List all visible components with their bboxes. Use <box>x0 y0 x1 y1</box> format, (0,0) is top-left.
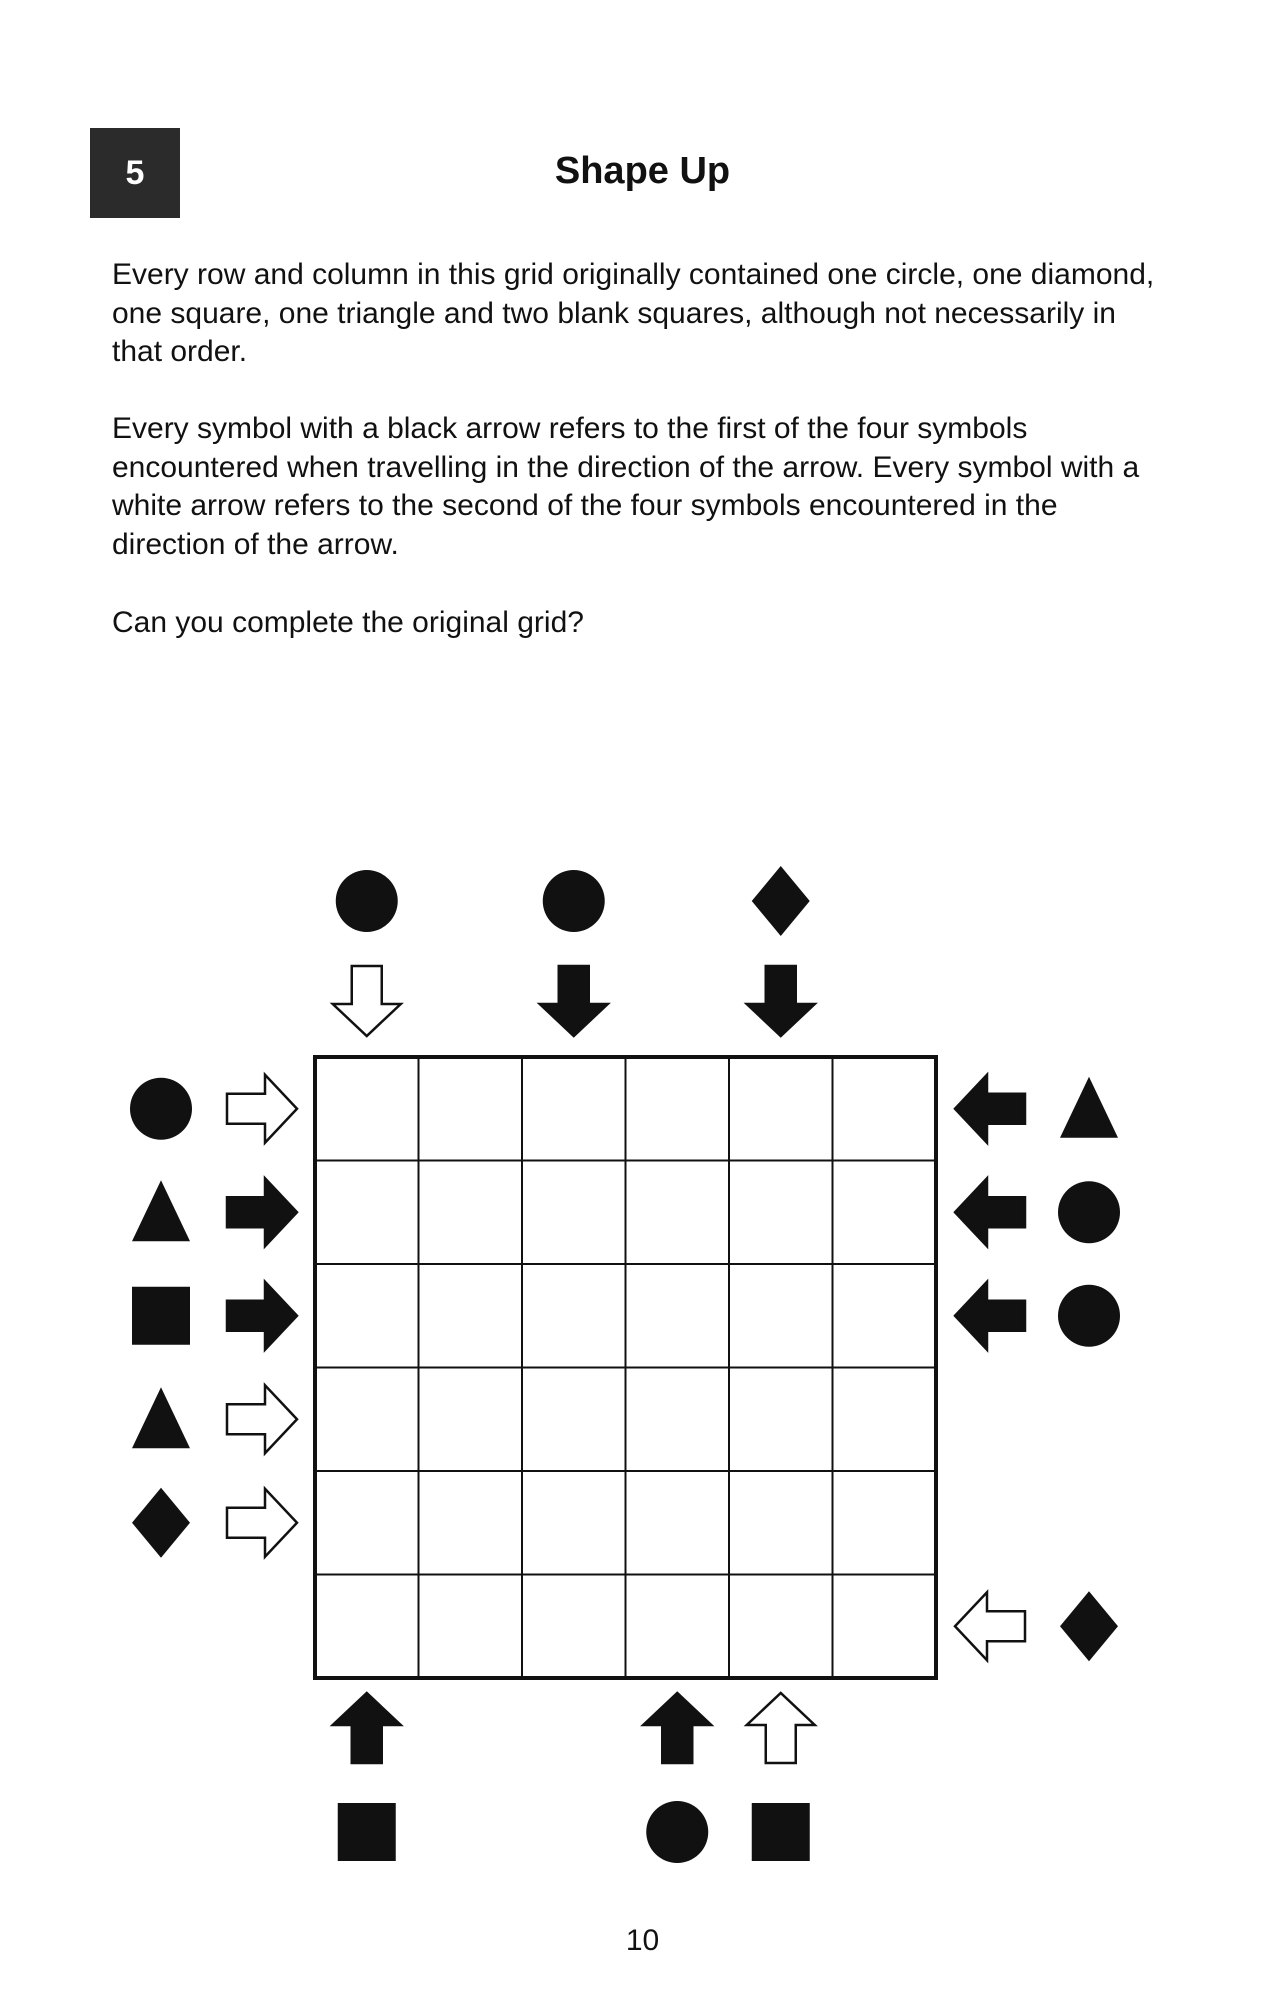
clue-right-row1-circle-icon <box>1058 1181 1120 1243</box>
grid-cell-r1-c5[interactable] <box>833 1161 937 1265</box>
grid-cell-r0-c4[interactable] <box>729 1057 833 1161</box>
puzzle-number-badge: 5 <box>90 128 180 218</box>
clue-right-row2-black-arrow-icon <box>955 1282 1025 1350</box>
clue-right-row1-black-arrow-icon <box>955 1178 1025 1246</box>
instruction-paragraph-3: Can you complete the original grid? <box>112 606 584 639</box>
grid-cell-r1-c0[interactable] <box>315 1161 419 1265</box>
grid-cell-r5-c3[interactable] <box>626 1575 730 1679</box>
clue-left-row4-white-arrow-icon <box>227 1489 297 1557</box>
grid-cell-r1-c2[interactable] <box>522 1161 626 1265</box>
clue-bottom-col4-square-icon <box>752 1803 810 1861</box>
clue-left-row1-black-arrow-icon <box>227 1178 297 1246</box>
clue-bottom-col3-circle-icon <box>646 1801 708 1863</box>
clue-bottom-col4-white-arrow-icon <box>747 1693 815 1763</box>
grid-cell-r0-c0[interactable] <box>315 1057 419 1161</box>
grid-cell-r2-c5[interactable] <box>833 1264 937 1368</box>
grid-cell-r1-c3[interactable] <box>626 1161 730 1265</box>
grid-cell-r3-c3[interactable] <box>626 1368 730 1472</box>
grid-cell-r0-c2[interactable] <box>522 1057 626 1161</box>
clue-top-col2-circle-icon <box>543 870 605 932</box>
grid-cell-r0-c5[interactable] <box>833 1057 937 1161</box>
grid-cell-r5-c5[interactable] <box>833 1575 937 1679</box>
grid-cell-r5-c4[interactable] <box>729 1575 833 1679</box>
clue-bottom-col0-black-arrow-icon <box>333 1693 401 1763</box>
clue-right-row0-black-arrow-icon <box>955 1075 1025 1143</box>
grid-cell-r5-c2[interactable] <box>522 1575 626 1679</box>
grid-cell-r5-c1[interactable] <box>419 1575 523 1679</box>
clue-bottom-col0-square-icon <box>338 1803 396 1861</box>
grid-cell-r1-c1[interactable] <box>419 1161 523 1265</box>
grid-cell-r0-c3[interactable] <box>626 1057 730 1161</box>
grid-cell-r4-c1[interactable] <box>419 1471 523 1575</box>
page-number: 10 <box>625 1924 660 1957</box>
clue-top-col4-diamond-icon <box>752 866 810 936</box>
clue-left-row3-white-arrow-icon <box>227 1385 297 1453</box>
clue-right-row0-triangle-icon <box>1060 1077 1118 1138</box>
clue-left-row0-circle-icon <box>130 1078 192 1140</box>
grid-cell-r2-c2[interactable] <box>522 1264 626 1368</box>
clue-top-col0-circle-icon <box>336 870 398 932</box>
puzzle-grid <box>315 1057 936 1678</box>
grid-cell-r3-c2[interactable] <box>522 1368 626 1472</box>
clue-left-row4-diamond-icon <box>132 1488 190 1558</box>
grid-cell-r3-c1[interactable] <box>419 1368 523 1472</box>
grid-cell-r4-c2[interactable] <box>522 1471 626 1575</box>
grid-cell-r2-c3[interactable] <box>626 1264 730 1368</box>
clue-right-row2-circle-icon <box>1058 1285 1120 1347</box>
clue-bottom-col3-black-arrow-icon <box>643 1693 711 1763</box>
grid-cell-r2-c1[interactable] <box>419 1264 523 1368</box>
grid-cell-r3-c0[interactable] <box>315 1368 419 1472</box>
grid-cell-r3-c5[interactable] <box>833 1368 937 1472</box>
clue-right-row5-diamond-icon <box>1060 1591 1118 1661</box>
clue-left-row3-triangle-icon <box>132 1387 190 1448</box>
grid-cell-r0-c1[interactable] <box>419 1057 523 1161</box>
clue-left-row0-white-arrow-icon <box>227 1075 297 1143</box>
grid-cell-r4-c4[interactable] <box>729 1471 833 1575</box>
clue-top-col2-black-arrow-icon <box>540 966 608 1036</box>
instruction-paragraph-1: Every row and column in this grid originally contained one circle, one diamond, one square, one triangle and two blank squares, although not necessarily in that order. <box>112 258 1155 368</box>
clue-top-col0-white-arrow-icon <box>333 966 401 1036</box>
grid-cell-r2-c4[interactable] <box>729 1264 833 1368</box>
grid-cell-r1-c4[interactable] <box>729 1161 833 1265</box>
grid-cell-r4-c3[interactable] <box>626 1471 730 1575</box>
puzzle-title: Shape Up <box>554 150 731 192</box>
clue-top-col4-black-arrow-icon <box>747 966 815 1036</box>
instruction-paragraph-2: Every symbol with a black arrow refers to the first of the four symbols encountered when travelling in the direction of the arrow. Every symbol with a white arrow refers to the second of the four symbols encountered in the direction of the arrow. <box>112 412 1140 561</box>
grid-cell-r3-c4[interactable] <box>729 1368 833 1472</box>
clue-left-row2-square-icon <box>132 1287 190 1345</box>
clue-right-row5-white-arrow-icon <box>955 1592 1025 1660</box>
grid-cell-r4-c0[interactable] <box>315 1471 419 1575</box>
grid-cell-r4-c5[interactable] <box>833 1471 937 1575</box>
grid-cell-r5-c0[interactable] <box>315 1575 419 1679</box>
clue-left-row1-triangle-icon <box>132 1180 190 1241</box>
grid-cell-r2-c0[interactable] <box>315 1264 419 1368</box>
clue-left-row2-black-arrow-icon <box>227 1282 297 1350</box>
